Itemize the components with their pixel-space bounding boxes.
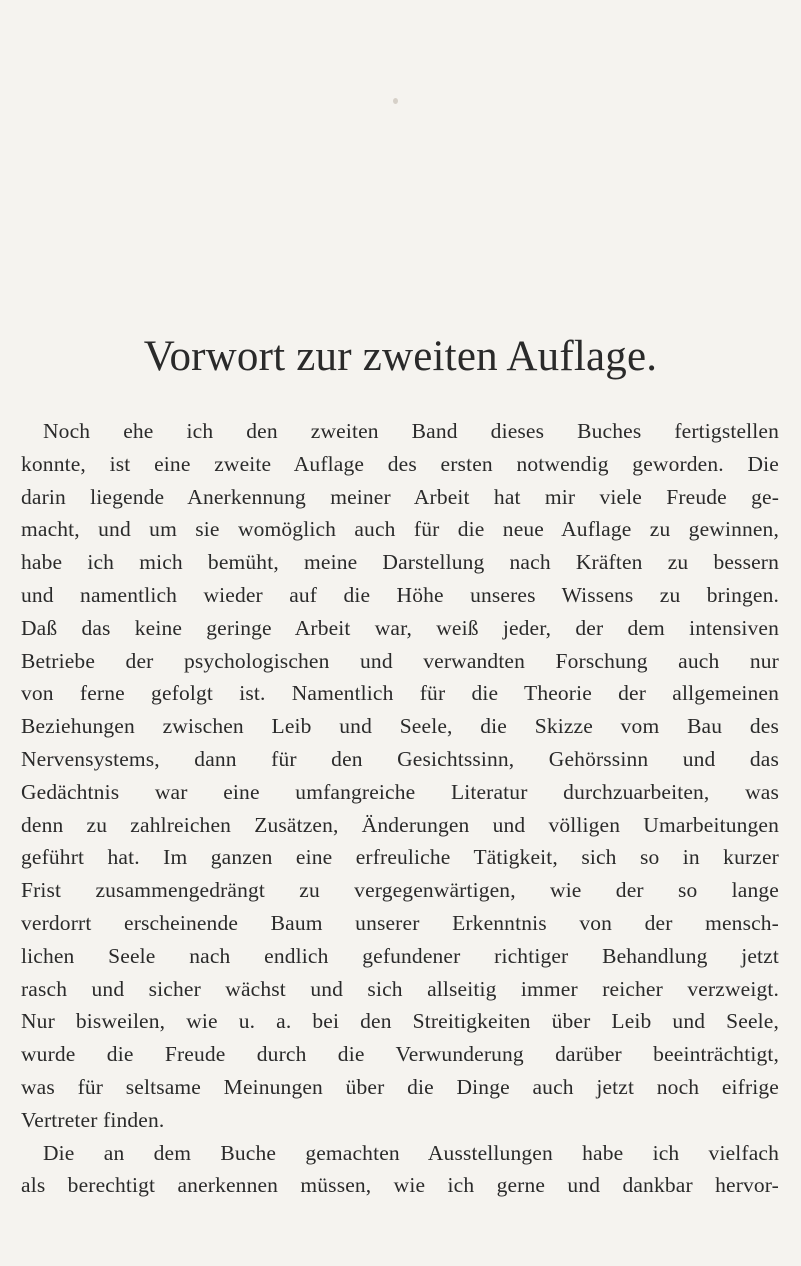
text-line: Vertreter finden. — [21, 1107, 165, 1132]
text-line: geführt hat. Im ganzen eine erfreuliche Tätigkeit, sich so in kurzer — [21, 845, 779, 870]
text-line: konnte, ist eine zweite Auflage des ersten notwendig geworden. Die — [21, 451, 779, 476]
text-line: und namentlich wieder auf die Höhe unseres Wissens zu bringen. — [21, 582, 779, 607]
chapter-title: Vorwort zur zweiten Auflage. — [143, 333, 658, 380]
text-line: macht, und um sie womöglich auch für die neue Auflage zu gewinnen, — [21, 517, 779, 542]
text-line: Nur bisweilen, wie u. a. bei den Streitigkeiten über Leib und Seele, — [21, 1009, 779, 1034]
text-line: Gedächtnis war eine umfangreiche Literatur durchzuarbeiten, was — [21, 779, 779, 804]
text-line: Frist zusammengedrängt zu vergegenwärtigen, wie der so lange — [21, 878, 779, 903]
paper-speck — [393, 98, 398, 104]
text-line: was für seltsame Meinungen über die Dinge auch jetzt noch eifrige — [21, 1074, 779, 1099]
text-line: Beziehungen zwischen Leib und Seele, die Skizze vom Bau des — [21, 714, 779, 739]
text-line: Die an dem Buche gemachten Ausstellungen habe ich vielfach — [43, 1140, 779, 1165]
text-line: verdorrt erscheinende Baum unserer Erkenntnis von der mensch- — [21, 910, 779, 935]
text-line: von ferne gefolgt ist. Namentlich für die Theorie der allgemeinen — [21, 681, 779, 706]
text-line: darin liegende Anerkennung meiner Arbeit hat mir viele Freude ge- — [21, 484, 779, 509]
body-text — [21, 415, 779, 1202]
text-line: Noch ehe ich den zweiten Band dieses Buches fertigstellen — [43, 419, 779, 443]
text-line: lichen Seele nach endlich gefundener richtiger Behandlung jetzt — [21, 943, 779, 968]
text-line: habe ich mich bemüht, meine Darstellung nach Kräften zu bessern — [21, 550, 779, 575]
text-line: Nervensystems, dann für den Gesichtssinn, Gehörssinn und das — [21, 746, 779, 771]
text-line: Daß das keine geringe Arbeit war, weiß jeder, der dem intensiven — [21, 615, 779, 640]
text-line: als berechtigt anerkennen müssen, wie ich gerne und dankbar hervor- — [21, 1173, 779, 1198]
text-line: wurde die Freude durch die Verwunderung darüber beeinträchtigt, — [21, 1042, 779, 1067]
text-line: Betriebe der psychologischen und verwandten Forschung auch nur — [21, 648, 779, 673]
text-line: rasch und sicher wächst und sich allseitig immer reicher verzweigt. — [21, 976, 779, 1001]
text-line: denn zu zahlreichen Zusätzen, Änderungen und völligen Umarbeitungen — [21, 812, 779, 837]
